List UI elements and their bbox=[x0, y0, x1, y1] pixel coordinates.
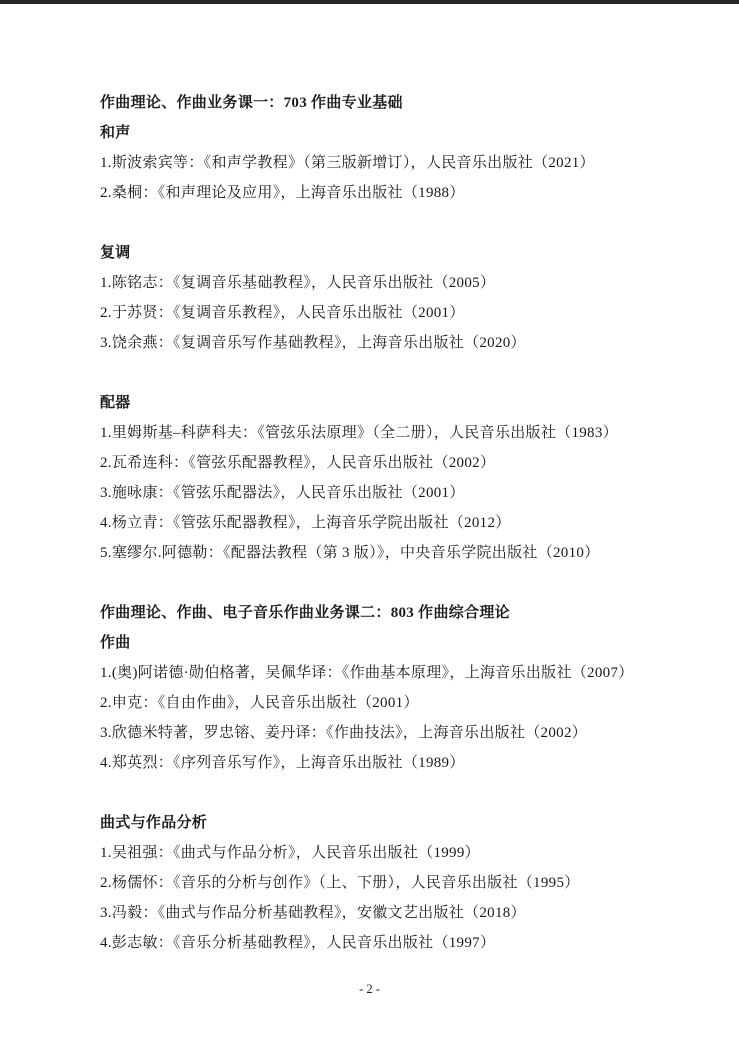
group-heading: 配器 bbox=[100, 395, 131, 411]
book-item: 2.申克：《自由作曲》，人民音乐出版社（2001） bbox=[100, 695, 419, 711]
page-number: - 2 - bbox=[359, 982, 380, 996]
window-top-border bbox=[0, 0, 739, 4]
group-heading: 复调 bbox=[100, 245, 131, 261]
book-item: 2.桑桐：《和声理论及应用》，上海音乐出版社（1988） bbox=[100, 185, 465, 201]
book-item: 5.塞缪尔.阿德勒：《配器法教程（第 3 版）》，中央音乐学院出版社（2010） bbox=[100, 545, 600, 561]
book-item: 3.饶余燕：《复调音乐写作基础教程》，上海音乐出版社（2020） bbox=[100, 335, 526, 351]
book-item: 1.斯波索宾等：《和声学教程》（第三版新增订），人民音乐出版社（2021） bbox=[100, 155, 595, 171]
book-item: 1.吴祖强：《曲式与作品分析》，人民音乐出版社（1999） bbox=[100, 845, 480, 861]
book-item: 3.欣德米特著，罗忠镕、姜丹译：《作曲技法》，上海音乐出版社（2002） bbox=[100, 725, 588, 741]
book-item: 1.陈铭志：《复调音乐基础教程》，人民音乐出版社（2005） bbox=[100, 275, 496, 291]
book-item: 3.施咏康：《管弦乐配器法》，人民音乐出版社（2001） bbox=[100, 485, 465, 501]
book-item: 3.冯毅：《曲式与作品分析基础教程》，安徽文艺出版社（2018） bbox=[100, 905, 526, 921]
document-content bbox=[100, 88, 687, 958]
book-item: 2.瓦希连科：《管弦乐配器教程》，人民音乐出版社（2002） bbox=[100, 455, 496, 471]
section-title: 作曲理论、作曲业务课一：703 作曲专业基础 bbox=[100, 95, 403, 111]
book-item: 2.杨儒怀：《音乐的分析与创作》（上、下册），人民音乐出版社（1995） bbox=[100, 875, 580, 891]
book-item: 1.里姆斯基–科萨科夫：《管弦乐法原理》（全二册），人民音乐出版社（1983） bbox=[100, 425, 618, 441]
book-item: 2.于苏贤：《复调音乐教程》，人民音乐出版社（2001） bbox=[100, 305, 465, 321]
section-title: 作曲理论、作曲、电子音乐作曲业务课二：803 作曲综合理论 bbox=[100, 605, 510, 621]
book-item: 4.郑英烈：《序列音乐写作》，上海音乐出版社（1989） bbox=[100, 755, 465, 771]
book-item: 4.杨立青：《管弦乐配器教程》，上海音乐学院出版社（2012） bbox=[100, 515, 511, 531]
book-item: 1.(奥)阿诺德·勋伯格著，吴佩华译：《作曲基本原理》，上海音乐出版社（2007） bbox=[100, 665, 634, 681]
group-heading: 曲式与作品分析 bbox=[100, 815, 208, 831]
group-heading: 作曲 bbox=[100, 635, 131, 651]
book-item: 4.彭志敏：《音乐分析基础教程》，人民音乐出版社（1997） bbox=[100, 935, 496, 951]
group-heading: 和声 bbox=[100, 125, 131, 141]
